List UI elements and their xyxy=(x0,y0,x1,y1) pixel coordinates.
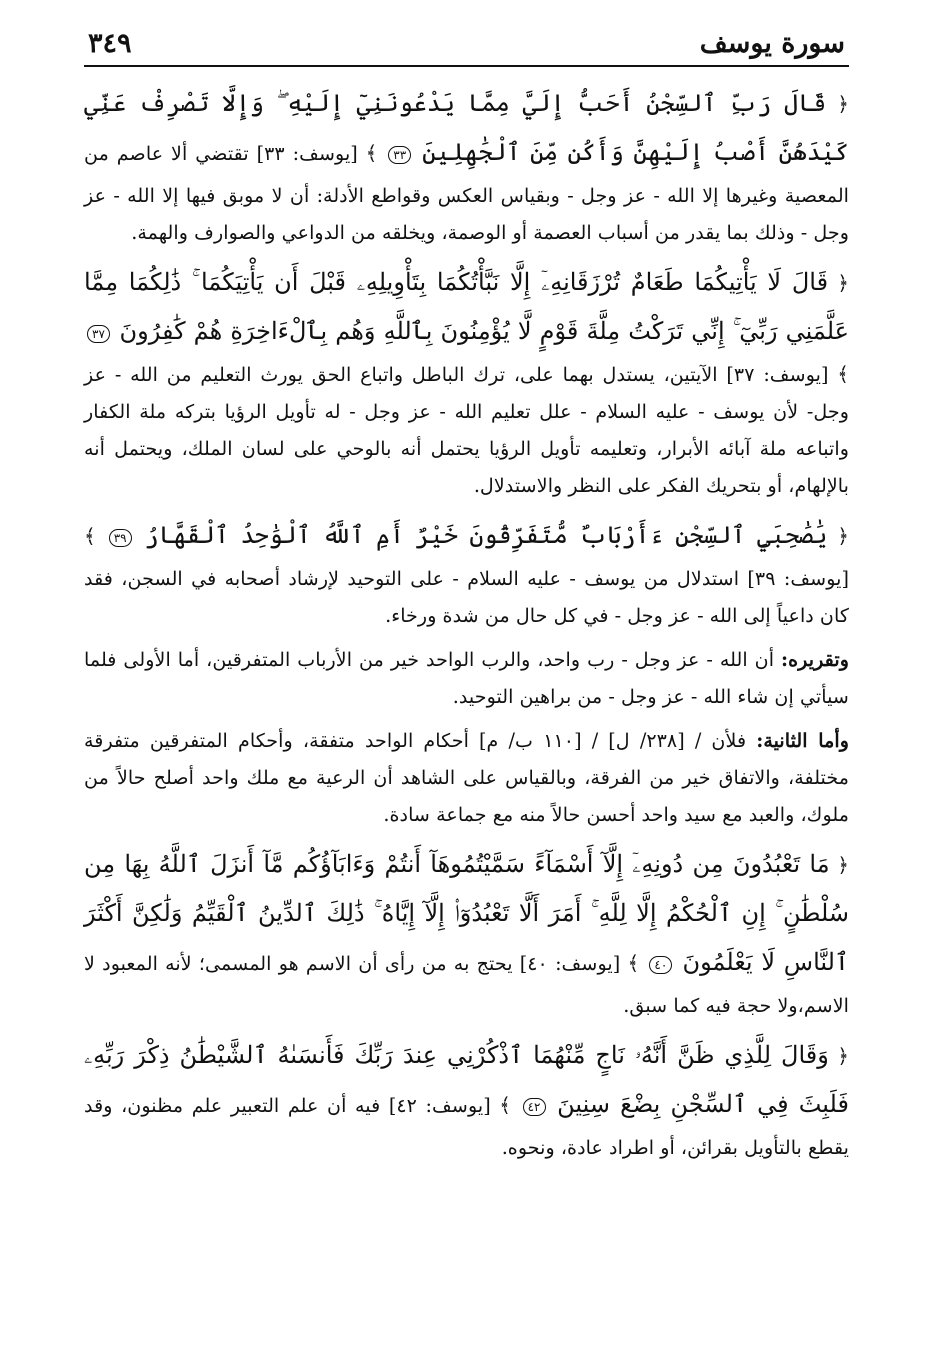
page-content xyxy=(84,79,849,1166)
paragraph-explanation xyxy=(84,641,849,715)
paragraph-label: وتقريره: xyxy=(781,648,849,671)
commentary: [يوسف: ٤٢] فيه أن علم التعبير علم مظنون، وقد يقطع بالتأويل بقرائن، أو اطراد عادة، ونحوه. xyxy=(84,1094,849,1159)
commentary: [يوسف: ٣٧] الآيتين، يستدل بهما على، ترك الباطل واتباع الحق يورث التعليم من الله - عز وجل- لأن يوسف - عليه السلام - علل تعليم الله - عز وجل - له تأويل الرؤيا بتركه ملة الكفار واتباعه ملة آبائه الأبرار، وتعليمه تأويل الرؤيا يحتمل أنه بالوحي على لسان الملك، ويحتمل أنه بالإلهام، أو بتحريك الفكر على النظر والاستدلال. xyxy=(84,363,849,497)
paragraph-verse-39 xyxy=(84,511,849,634)
paragraph-label: وأما الثانية: xyxy=(756,729,849,752)
page-number: ٣٤٩ xyxy=(88,28,132,59)
verse-number: ٤٢ xyxy=(523,1098,546,1116)
paragraph-verse-40 xyxy=(84,840,849,1024)
quran-verse: قَالَ لَا يَأْتِيكُمَا طَعَامٌ تُرْزَقَانِهِۦٓ إِلَّا نَبَّأْتُكُمَا بِتَأْوِيلِهِۦ قَبْلَ أَن يَأْتِيَكُمَا ۚ ذَٰلِكُمَا مِمَّا عَلَّمَنِي رَبِّيٓ ۚ إِنِّي تَرَكْتُ مِلَّةَ قَوْمٍ لَّا يُؤْمِنُونَ بِٱللَّهِ وَهُم بِٱلْءَاخِرَةِ هُمْ كَٰفِرُونَ xyxy=(84,268,850,345)
open-bracket: ﴿ xyxy=(837,853,849,877)
quran-verse: وَقَالَ لِلَّذِي ظَنَّ أَنَّهُۥ نَاجٍ مِّنْهُمَا ٱذْكُرْنِي عِندَ رَبِّكَ فَأَنسَىٰهُ ٱلشَّيْطَٰنُ ذِكْرَ رَبِّهِۦ فَلَبِثَ فِي ٱلسِّجْنِ بِضْعَ سِنِينَ xyxy=(84,1041,849,1118)
paragraph-verse-42 xyxy=(84,1031,849,1166)
close-bracket: ﴾ xyxy=(627,951,640,975)
close-bracket: ﴾ xyxy=(365,141,378,165)
close-bracket: ﴾ xyxy=(84,524,96,548)
quran-verse: قَالَ رَبِّ ٱلسِّجْنُ أَحَبُّ إِلَيَّ مِمَّا يَدْعُونَنِيٓ إِلَيْهِ ۖ وَإِلَّا تَصْرِفْ عَنِّي كَيْدَهُنَّ أَصْبُ إِلَيْهِنَّ وَأَكُن مِّنَ ٱلْجَٰهِلِينَ xyxy=(84,89,849,166)
open-bracket: ﴿ xyxy=(837,1044,849,1068)
commentary: [يوسف: ٣٩] استدلال من يوسف - عليه السلام - على التوحيد لإرشاد أصحابه في السجن، فقد كان داعياً إلى الله - عز وجل - في كل حال من شدة ورخاء. xyxy=(84,567,849,627)
open-bracket: ﴿ xyxy=(837,92,849,116)
surah-title: سورة يوسف xyxy=(699,28,845,59)
commentary: [يوسف: ٤٠] يحتج به من رأى أن الاسم هو المسمى؛ لأنه المعبود لا الاسم،ولا حجة فيه كما سبق. xyxy=(84,952,849,1017)
paragraph-text: أن الله - عز وجل - رب واحد، والرب الواحد خير من الأرباب المتفرقين، أما الأولى فلما سيأتي إن شاء الله - عز وجل - من براهين التوحيد. xyxy=(84,648,849,708)
close-bracket: ﴾ xyxy=(837,362,850,386)
quran-verse: يَٰصَٰحِبَيِ ٱلسِّجْنِ ءَأَرْبَابٌ مُّتَفَرِّقُونَ خَيْرٌ أَمِ ٱللَّهُ ٱلْوَٰحِدُ ٱلْقَهَّارُ xyxy=(144,521,828,549)
paragraph-verse-37 xyxy=(84,258,849,504)
paragraph-second-premise xyxy=(84,722,849,833)
paragraph-text: فلأن / [٢٣٨/ ل] / [١١٠ ب/ م] أحكام الواحد متفقة، وأحكام المتفرقين متفرقة مختلفة، والاتفاق خير من الفرقة، وبالقياس على الشاهد أن الرعية مع ملك واحد أصلح حالاً من ملوك، والعبد مع سيد واحد أحسن حالاً منه مع جماعة سادة. xyxy=(84,729,849,826)
verse-number: ٣٧ xyxy=(87,325,110,343)
commentary: [يوسف: ٣٣] تقتضي ألا عاصم من المعصية وغيرها إلا الله - عز وجل - وبقياس العكس وقواطع الأدلة: أن لا موبق فيها إلا الله - عز وجل - وذلك بما يقدر من أسباب العصمة أو الوصمة، ويخلقه من الدواعي والصوارف والهمة. xyxy=(84,142,849,244)
verse-number: ٤٠ xyxy=(649,956,672,974)
close-bracket: ﴾ xyxy=(499,1093,512,1117)
open-bracket: ﴿ xyxy=(837,524,849,548)
verse-number: ٣٩ xyxy=(109,529,132,547)
verse-number: ٣٣ xyxy=(388,146,411,164)
quran-verse: مَا تَعْبُدُونَ مِن دُونِهِۦٓ إِلَّآ أَسْمَآءً سَمَّيْتُمُوهَآ أَنتُمْ وَءَابَآؤُكُم مَّآ أَنزَلَ ٱللَّهُ بِهَا مِن سُلْطَٰنٍ ۚ إِنِ ٱلْحُكْمُ إِلَّا لِلَّهِ ۚ أَمَرَ أَلَّا تَعْبُدُوٓا۟ إِلَّآ إِيَّاهُ ۚ ذَٰلِكَ ٱلدِّينُ ٱلْقَيِّمُ وَلَٰكِنَّ أَكْثَرَ ٱلنَّاسِ لَا يَعْلَمُونَ xyxy=(84,850,849,976)
page-header xyxy=(84,28,849,67)
open-bracket: ﴿ xyxy=(837,271,849,295)
paragraph-verse-33 xyxy=(84,79,849,251)
